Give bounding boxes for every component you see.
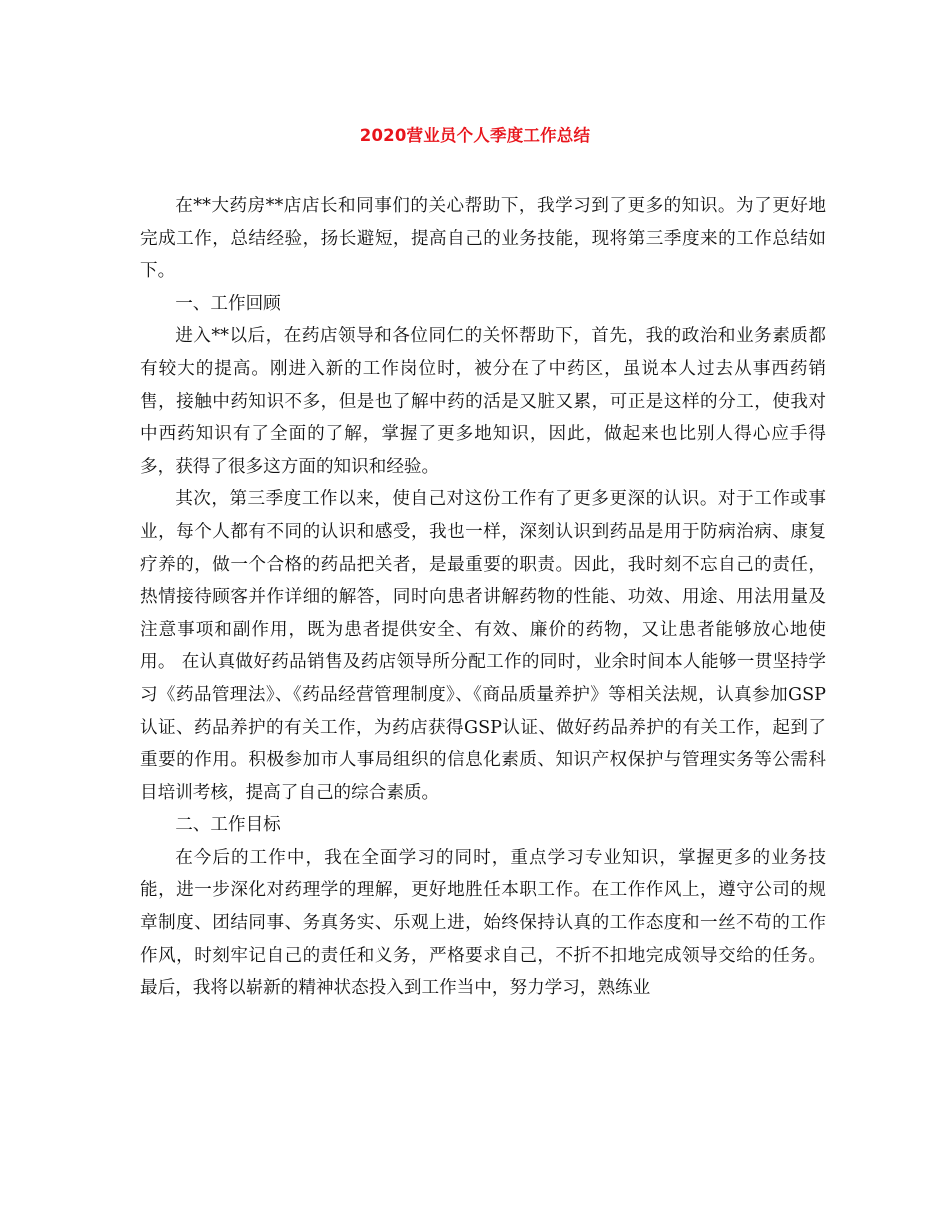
section-heading-goals: 二、工作目标	[175, 815, 281, 836]
paragraph-review-2: 其次，第三季度工作以来，使自己对这份工作有了更多更深的认识。对于工作或事业，每个人都有不同的认识和感受，我也一样，深刻认识到药品是用于防病治病、康复疗养的，做一个合格的药品把关者，是最重要的职责。因此，我时刻不忘自己的责任，热情接待顾客并作详细的解答，同时向患者讲解药物的性能、功效、用途、用法用量及注意事项和副作用，既为患者提供安全、有效、廉价的药物，又让患者能够放心地使用。 在认真做好药品销售及药店领导所分配工作的同时，业余时间本人能够一贯坚持学习《药品管理法》、《药品经营管理制度》、《商品质量养护》等相关法规，认真参加GSP认证、药品养护的有关工作，为药店获得GSP认证、做好药品养护的有关工作，起到了重要的作用。积极参加市人事局组织的信息化素质、知识产权保护与管理实务等公需科目培训考核，提高了自己的综合素质。	[140, 489, 826, 803]
document-title: 2020营业员个人季度工作总结	[359, 126, 591, 145]
document-body	[140, 190, 826, 1005]
paragraph-goals: 在今后的工作中，我在全面学习的同时，重点学习专业知识，掌握更多的业务技能，进一步深化对药理学的理解，更好地胜任本职工作。在工作作风上，遵守公司的规章制度、团结同事、务真务实、乐观上进，始终保持认真的工作态度和一丝不苟的工作作风，时刻牢记自己的责任和义务，严格要求自己，不折不扣地完成领导交给的任务。最后，我将以崭新的精神状态投入到工作当中，努力学习，熟练业	[140, 847, 826, 999]
paragraph-intro: 在**大药房**店店长和同事们的关心帮助下，我学习到了更多的知识。为了更好地完成工作，总结经验，扬长避短，提高自己的业务技能，现将第三季度来的工作总结如下。	[140, 196, 826, 282]
section-heading-review: 一、工作回顾	[175, 293, 281, 314]
paragraph-review-1: 进入**以后，在药店领导和各位同仁的关怀帮助下，首先，我的政治和业务素质都有较大的提高。刚进入新的工作岗位时，被分在了中药区，虽说本人过去从事西药销售，接触中药知识不多，但是也了解中药的活是又脏又累，可正是这样的分工，使我对中西药知识有了全面的了解，掌握了更多地知识，因此，做起来也比别人得心应手得多，获得了很多这方面的知识和经验。	[140, 326, 826, 477]
